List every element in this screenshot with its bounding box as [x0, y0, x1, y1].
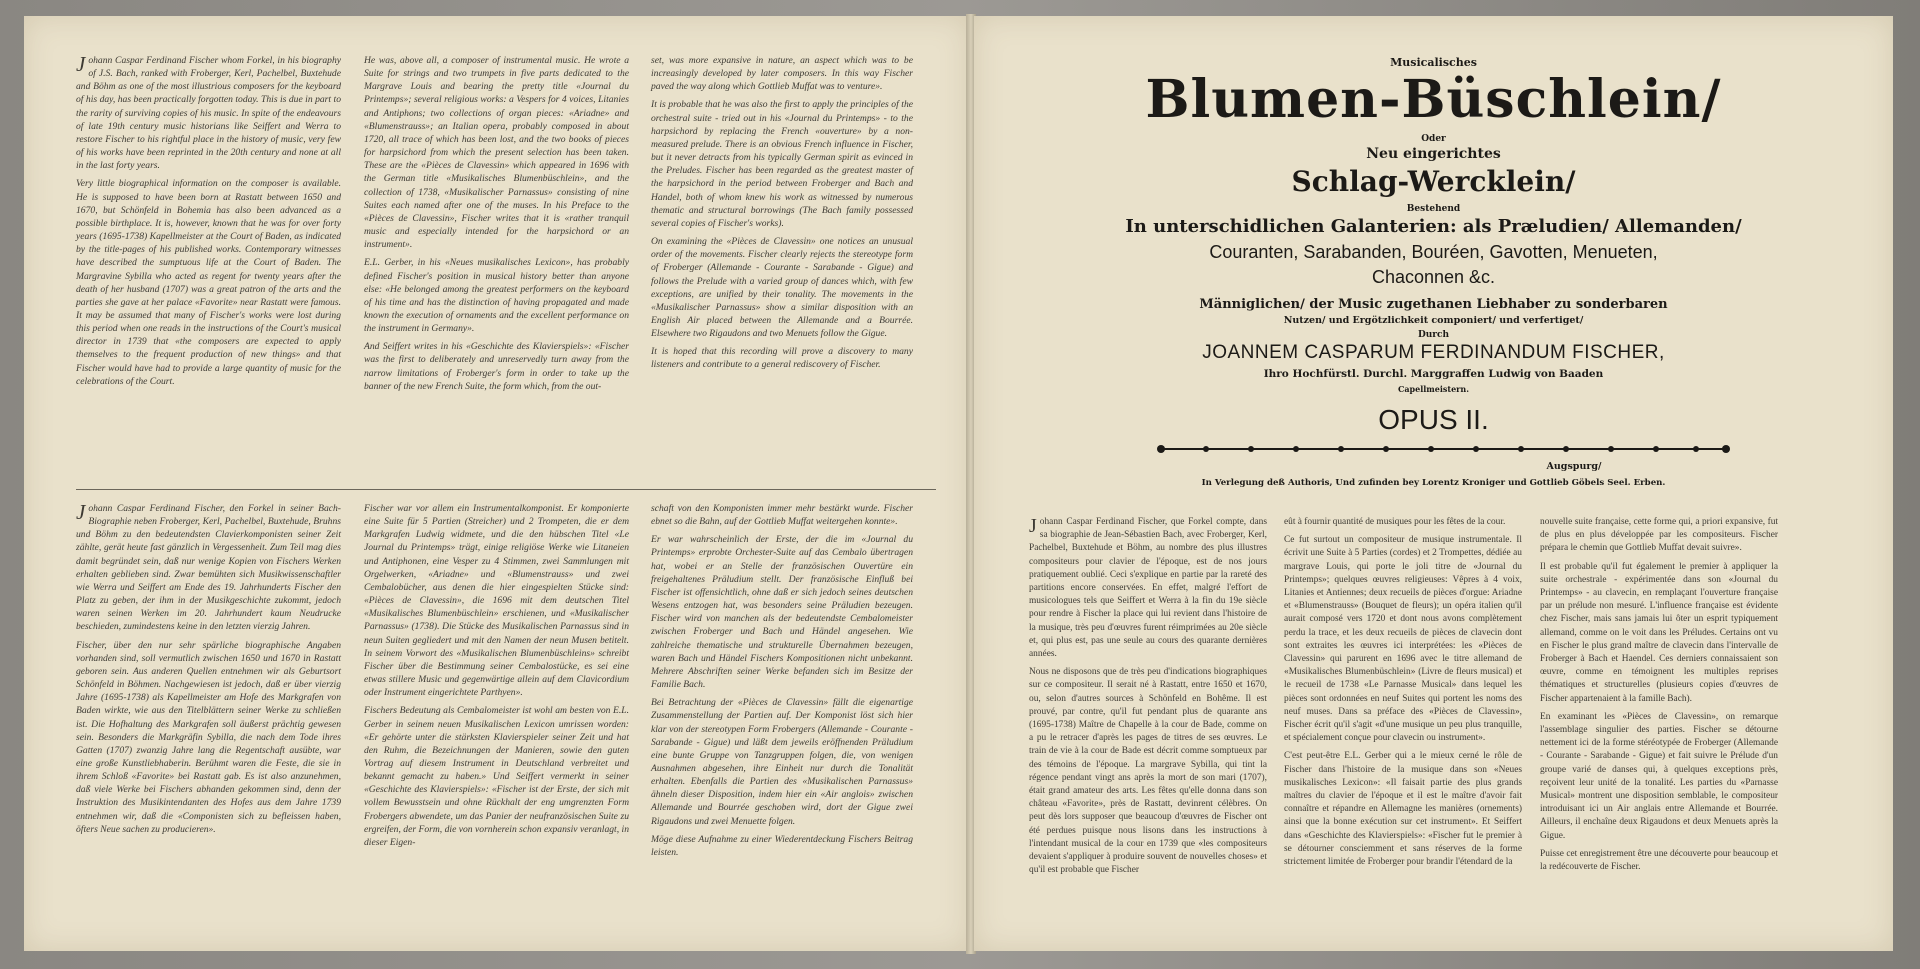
french-paragraph: Puisse cet enregistrement être une découverte pour beaucoup et la redécouverte de Fischer. [1540, 848, 1778, 873]
ornamental-rule [1156, 444, 1731, 454]
german-paragraph: Möge diese Aufnahme zu einer Wiederentdeckung Fischers Beitrag leisten. [651, 833, 913, 858]
german-column-1 [76, 502, 341, 841]
title-opus: OPUS II. [1378, 404, 1489, 435]
english-paragraph: Very little biographical information on the composer is available. He is supposed to have been born at Rastatt between 1650 and 1670, but Schönfeld in Bohemia has also been advanced as a possible birthplace. It is, however, known that he was for over forty years (1695-1738) Kapellmeister at the Court of Baden, as indicated by the title-pages of his published works. Contemporary witnesses have described the sumptuous life at the Court of Baden. The Margravine Sybilla who acted as regent for twenty years after the death of her husband (1707) was a great patron of the arts and the parties she gave at her palace «Favorite» near Rastatt were famous. It may be assumed that many of Fischer's works were lost during this period when one reads in the instructions of the Court's musical director in 1739 that «the composers are expected to apply themselves to the frequent production of new things» and that Fischer would have had to provide a large quantity of music for the celebrations of the Court. [76, 178, 341, 387]
german-paragraph: Fischer war vor allem ein Instrumentalkomponist. Er komponierte eine Suite für 5 Partien (Streicher) und 2 Trompeten, die er dem Markgrafen Ludwig widmete, und die den hübschen Titel «Le Journal du Printemps» trägt, einige religiöse Werke wie Litaneien und Antiphonen, eine Vesper zu 4 Stimmen, zwei Sammlungen mit Orgelwerken, «Ariadne» und «Blumenstrauss» und zwei Cembalobücher, aus denen die hier eingespielten Stücke sind: «Pièces de Clavessin», die 1696 mit dem deutschen Titel «Musikalisches Blumenbüschlein» erschienen, und «Musikalischer Parnassus» (1738). Die Stücke des Musikalischen Parnassus sind in neun Suiten gegliedert und mit den Namen der neun Musen betitelt. In seinem Vorwort des «Musikalischen Blumenbüschleins» schreibt Fischer über die Bestimmung seiner Cembalostücke, es sei eine etwas stillere Music und gegenwärtige allein auf dem Clavicordium oder Instrument eingerichtete Parthyen». [364, 503, 629, 699]
english-paragraph: On examining the «Pièces de Clavessin» one notices an unusual order of the movements. Fischer clearly rejects the stereotype form of Froberger (Allemande - Courante - Sarabande - Gigue) and follows the Prelude with a varied group of dances which, with few exceptions, are unified by their tonality. The movements in the «Musikalischer Parnassus» show a similar disposition with an English Air placed between the Allemande and a Bourrée. Elsewhere two Rigaudons and two Menuets follow the Gigue. [651, 236, 913, 340]
french-paragraph: nouvelle suite française, cette forme qui, a priori expansive, fut de plus en plus développée par les compositeurs. Fischer prépara le chemin que Gottlieb Muffat devait suivre». [1540, 517, 1778, 554]
english-paragraph: E.L. Gerber, in his «Neues musikalisches Lexicon», has probably defined Fischer's position in musical history better than anyone else: «He belonged among the greatest performers on the keyboard of his time and has the distinction of having propagated and made known the execution of ornaments and the excellent performance on the instrument in Germany». [364, 257, 629, 335]
title-manniglichen: Männiglichen/ der Music zugethanen Liebhaber zu sonderbaren [1199, 297, 1668, 312]
german-paragraph: Er war wahrscheinlich der Erste, der die im «Journal du Printemps» erprobte Orchester-Suite auf das Cembalo übertragen hat, wobei er an Stelle der französischen Ouvertüre ein freigehaltenes Präludium stellt. Der französische Einfluß bei Fischer ist offensichtlich, ohne daß er sich jedoch seines deutschen Wesens entzogen hat, was besonders seine Präludien bezeugen. Fischer wird von manchen als der bedeutendste Cembalomeister zwischen Froberger und Bach und Händel angesehen. Wie zahlreiche thematische und strukturelle Übernahmen bezeugen, waren Bach und Händel Fischers Kompositionen nicht unbekannt. Mehrere Abschriften seiner Werke befanden sich im Besitze der Familie Bach. [651, 534, 913, 691]
english-paragraph: Johann Caspar Ferdinand Fischer whom Forkel, in his biography of J.S. Bach, ranked with Froberger, Kerl, Pachelbel, Buxtehude and Böhm as one of the most illustrious composers for the keyboard of his day, has been practically forgotten today. This is due in part to the rarity of surviving copies of his music. In spite of the endeavours of late 19th century music historians like Seiffert and Werra to restore Fischer to his rightful place in the history of music, very few of his works have been reprinted in the 20th century and none at all in the last forty years. [76, 52, 341, 172]
french-column-1 [1029, 516, 1267, 882]
french-column-3 [1540, 516, 1778, 879]
french-column-2 [1284, 516, 1522, 874]
title-capellmeistern: Capellmeistern. [1397, 384, 1469, 394]
french-paragraph: eût à fournir quantité de musiques pour les fêtes de la cour. [1284, 517, 1506, 527]
english-paragraph: It is hoped that this recording will prove a discovery to many listeners and contribute to a general rediscovery of Fischer. [651, 346, 913, 371]
title-musicalisches: Musicalisches [1390, 56, 1477, 69]
german-column-2 [364, 502, 629, 854]
left-page [24, 16, 969, 951]
french-paragraph: En examinant les «Pièces de Clavessin», on remarque l'assemblage singulier des parties. Fischer se détourne nettement ici de la forme stéréotypée de Froberger (Allemande - Courante - Sarabande - Gigue) et fait suivre le Prélude d'un groupe varié de danses qui, à quelques exceptions près, reçoivent leur unité de la tonalité. Les parties du «Parnasse Musical» montrent une disposition semblable, le compositeur introduisant ici un Air anglais entre Allemande et Bourrée. Ailleurs, il enchaîne deux Rigaudons et deux Menuets après la Gigue. [1540, 711, 1778, 841]
german-column-3 [651, 502, 913, 864]
german-paragraph: Fischer, über den nur sehr spärliche biographische Angaben vorhanden sind, soll vermutlich zwischen 1650 und 1670 in Rastatt geboren sein. Aus anderen Quellen entnehmen wir als Geburtsort Schönfeld in Böhmen. Nachgewiesen ist jedoch, daß er über vierzig Jahre (1695-1738) als Kapellmeister am Hofe des Markgrafen von Baden wirkte, wie aus den Titelblättern seiner Werke zu schließen ist. Die Hofhaltung des Markgrafen soll äußerst prächtig gewesen sein. Besonders die Markgräfin Sybilla, die nach dem Tode ihres Gatten (1707) zwanzig Jahre lang die Regentschaft ausübte, war eine große Kunstliebhaberin. Berühmt waren die Feste, die sie in ihrem Schloß «Favorite» bei Rastatt gab. Es ist also anzunehmen, daß viele Werke bei Fischers abhanden gekommen sind, denn der Instruktion des Musikintendanten des Hofes aus dem Jahre 1739 entnehmen wir, daß die «Componisten sich zu befleissen haben, öfters Neue sachen zu producieren». [76, 639, 341, 835]
english-paragraph: It is probable that he was also the first to apply the principles of the orchestral suite - tried out in his «Journal du Printemps» - to the harpsichord by replacing the French «ouverture» by a non-measured prelude. There is an obvious French influence in Fischer, but it never detracts from his typically German spirit as evinced in the Preludes. Fischer has been regarded as the greatest master of the harpsichord in the period between Froberger and Bach and Handel, both of whom knew his work as witnessed by numerous thematic and structural borrowings (The Bach family possessed several copies of Fischer's works). [651, 99, 913, 229]
title-blumen-buschlein: Blumen-Büschlein/ [1145, 69, 1722, 130]
section-divider [76, 489, 936, 490]
german-paragraph: Bei Betrachtung der «Pièces de Clavessin» fällt die eigenartige Zusammenstellung der Partien auf. Der Komponist löst sich hier klar von der stereotypen Form Frobergers (Allemande - Courante - Sarabande - Gigue) und läßt dem jeweils eröffnenden Präludium eine bunte Gruppe von Tanzgruppen folgen, die, von wenigen Ausnahmen abgesehen, ihre Einheit nur durch die Tonalität erhalten. Ebenfalls die Partien des «Musikalischen Parnassus» ähneln dieser Disposition, indem hier ein «Air anglois» zwischen Allemande und Bourrée geschoben wird, dort der Gigue zwei Rigaudons und zwei Menuette folgen. [651, 697, 913, 827]
german-paragraph: Fischers Bedeutung als Cembalomeister ist wohl am besten von E.L. Gerber in seinem neuen Musikalischen Lexicon umrissen worden: «Er gehörte unter die stärksten Klavierspieler seiner Zeit und hat den Ruhm, die Bezeichnungen der Manieren, sowie den guten Vortrag auf diesem Instrument in Deutschland verbreitet und bekannt gemacht zu haben.» Und Seiffert vermerkt in seiner «Geschichte des Klavierspiels»: «Fischer ist der Erste, der sich mit vollem Bewusstsein und ohne Rückhalt der eng umgrenzten Form Frobergers abwendete, um das Panier der neufranzösischen Suite zu ergreifen, der Form, die von vornherein schon expansiv veranlagt, in dieser Eigen- [364, 705, 629, 848]
french-paragraph: Nous ne disposons que de très peu d'indications biographiques sur ce compositeur. Il serait né à Rastatt, entre 1650 et 1670, ou, selon d'autres sources à Schönfeld en Bohême. Il est prouvé, par contre, qu'il fut pendant plus de quarante ans (1695-1738) Maître de Chapelle à la cour de Bade, comme on a pu le retracer d'après les pages de titres de ses œuvres. Le train de vie à la cour de Bade est décrit comme somptueux par des témoins de l'époque. La margrave Sybilla, qui tint la régence pendant vingt ans après la mort de son mari (1707), était grand amateur des arts. Les fêtes qu'elle donna dans son château «Favorite», près de Rastatt, devinrent célèbres. On peut dès lors supposer que beaucoup d'œuvres de Fischer ont été perdues puisque nous lisons dans les instructions à l'intendant musical de la cour en 1739 que «les compositeurs devaient s'appliquer à produire souvent de nouvelles choses» et qu'il est probable que Fischer [1029, 667, 1267, 876]
title-chaconnen: Chaconnen &c. [1371, 267, 1496, 287]
title-composer: JOANNEM CASPARUM FERDINANDUM FISCHER, [1202, 342, 1665, 363]
french-paragraph: C'est peut-être E.L. Gerber qui a le mieux cerné le rôle de Fischer dans l'histoire de la musique dans son «Neues musikalisches Lexicon»: «Il faisait partie des plus grands maîtres du clavier de l'époque et il est le maître d'avoir fait connaître et répandre en Allemagne les manières (ornements) ainsi que la bonne exécution sur cet instrument». Et Seiffert dans «Geschichte des Klavierspiels»: «Fischer fut le premier à se détourner consciemment et sans réserves de la forme strictement limitée de Froberger pour brandir l'étendard de la [1284, 751, 1522, 868]
english-paragraph: set, was more expansive in nature, an aspect which was to be increasingly developed by later composers. In this way Fischer paved the way along which Gottlieb Muffat was to venture». [651, 55, 913, 93]
title-nutzen: Nutzen/ und Ergötzlichkeit componiert/ und verfertiget/ [1283, 315, 1584, 326]
german-paragraph: schaft von den Komponisten immer mehr bestärkt wurde. Fischer ebnet so die Bahn, auf der Gottlieb Muffat weitergehen konnte». [651, 503, 913, 528]
title-imprint: In Verlegung deß Authoris, Und zufinden bey Lorentz Kroniger und Gottlieb Göbels Seel. Erben. [1201, 478, 1666, 488]
title-neu-eingerichtes: Neu eingerichtes [1366, 146, 1501, 162]
english-column-3 [651, 54, 913, 377]
title-dances: Couranten, Sarabanden, Bouréen, Gavotten, Menueten, [1209, 242, 1658, 262]
title-augspurg: Augspurg/ [1546, 461, 1602, 472]
title-oder: Oder [1421, 134, 1446, 144]
english-paragraph: And Seiffert writes in his «Geschichte des Klavierspiels»: «Fischer was the first to deliberately and unreservedly turn away from the narrow limitations of Froberger's form in order to take up the banner of the new French Suite, the form which, from the out- [364, 341, 629, 392]
french-paragraph: Johann Caspar Ferdinand Fischer, que Forkel compte, dans sa biographie de Jean-Sébastien Bach, avec Froberger, Kerl, Pachelbel, Buxtehude et Böhm, au nombre des plus illustres compositeurs pour clavier de l'époque, est de nos jours pratiquement oublié. Ceci s'explique en partie par la rareté des partitions encore conservées. En effet, malgré l'effort de musicologues tels que Seiffert et Werra à la fin du 19e siècle pour rendre à Fischer la place qui lui revient dans l'histoire de la musique, très peu d'œuvres furent réimprimées au 20e siècle et, qui plus est, pas une seule au cours des quarante dernières années. [1029, 515, 1267, 660]
title-bestehend: Bestehend [1406, 204, 1461, 214]
german-paragraph: Johann Caspar Ferdinand Fischer, den Forkel in seiner Bach-Biographie neben Froberger, Kerl, Pachelbel, Buxtehude, Bruhns und Böhm zu den bedeutendsten Clavierkomponisten seiner Zeit zählte, gerät heute fast gänzlich in Vergessenheit. Zum Teil mag dies damit begründet sein, daß nur wenige Kopien von Fischers Werken erhalten geblieben sind. Zwar bemühten sich Musikwissenschaftler wie Werra und Seiffert am Ende des 19. Jahrhunderts Fischer den Platz zu geben, der ihm in der Musikgeschichte zukommt, jedoch waren seinen Werken im 20. Jahrhundert kaum Neudrucke beschieden, zumindestens keine in den letzten vierzig Jahren. [76, 500, 341, 633]
english-column-2 [364, 54, 629, 398]
french-paragraph: Ce fut surtout un compositeur de musique instrumentale. Il écrivit une Suite à 5 Parties (cordes) et 2 Trompettes, dédiée au margrave Louis, qui porte le joli titre de «Journal du Printemps»; quelques œuvres religieuses: Vêpres à 4 voix, Litanies et Antiennes; deux recueils de pièces d'orgue: Ariadne et «Blumenstrauss» (Bouquet de fleurs); un opéra italien qu'il aurait composé vers 1720 et dont nous avons complètement perdu la trace, et les deux recueils de pièces de clavecin dont sont extraites les œuvres ici interprétées: les «Pièces de Clavessin» qui parurent en 1696 avec le titre allemand de «Musikalisches Blumenbüschlein» (Livre de fleurs musical) et le recueil de 1738 «Le Parnasse Musical» dans lequel les pièces sont ordonnées en neuf Suites qui portent les noms des neuf muses. Dans sa préface des «Pièces de Clavessin», Fischer écrit qu'il s'agit «d'une musique un peu plus tranquille, et spécialement conçue pour clavecin ou instrument». [1284, 535, 1522, 744]
english-paragraph: He was, above all, a composer of instrumental music. He wrote a Suite for strings and two trumpets in five parts dedicated to the Margrave Louis and bearing the pretty title «Journal du Printemps»; several religious works: a Vespers for 4 voices, Litanies and Antiphons; two collections of organ pieces: «Ariadne» and «Blumenstrauss»; an Italian opera, probably composed in about 1720, all trace of which has been lost, and the two books of pieces for harpsichord from which the present selection has been taken. These are the «Pièces de Clavessin» which appeared in 1696 with the German title «Musikalisches Blumenbüschlein», and the collection of 1738, «Musikalischer Parnassus» consisting of nine Suites each named after one of the muses. In his Preface to the «Pièces de Clavessin», Fischer writes that it is «rather tranquil music and especially intended for the harpsichord or an instrument». [364, 55, 629, 251]
title-galanterien: In unterschidlichen Galanterien: als Præludien/ Allemanden/ [1125, 216, 1742, 237]
right-page [974, 16, 1893, 951]
title-margrave: Ihro Hochfürstl. Durchl. Marggraffen Ludwig von Baaden [1263, 368, 1604, 380]
title-durch: Durch [1417, 330, 1450, 340]
french-paragraph: Il est probable qu'il fut également le premier à appliquer la suite orchestrale - expérimentée dans son «Journal du Printemps» - au clavecin, en remplaçant l'ouverture française par un prélude non mesuré. L'influence française est évidente chez Fischer, mais sans jamais lui ôter un esprit typiquement allemand, comme on le voit dans les Préludes. Certains ont vu en Fischer le plus grand maître de clavecin dans l'intervalle de Froberger à Bach et Haendel. Ces derniers connaissaient son œuvre, comme en témoignent les multiples reprises thématiques et structurelles (plusieurs copies d'œuvres de Fischer appartenaient à la famille Bach). [1540, 561, 1778, 704]
title-schlag-wercklein: Schlag-Wercklein/ [1291, 165, 1576, 198]
english-column-1 [76, 54, 341, 393]
